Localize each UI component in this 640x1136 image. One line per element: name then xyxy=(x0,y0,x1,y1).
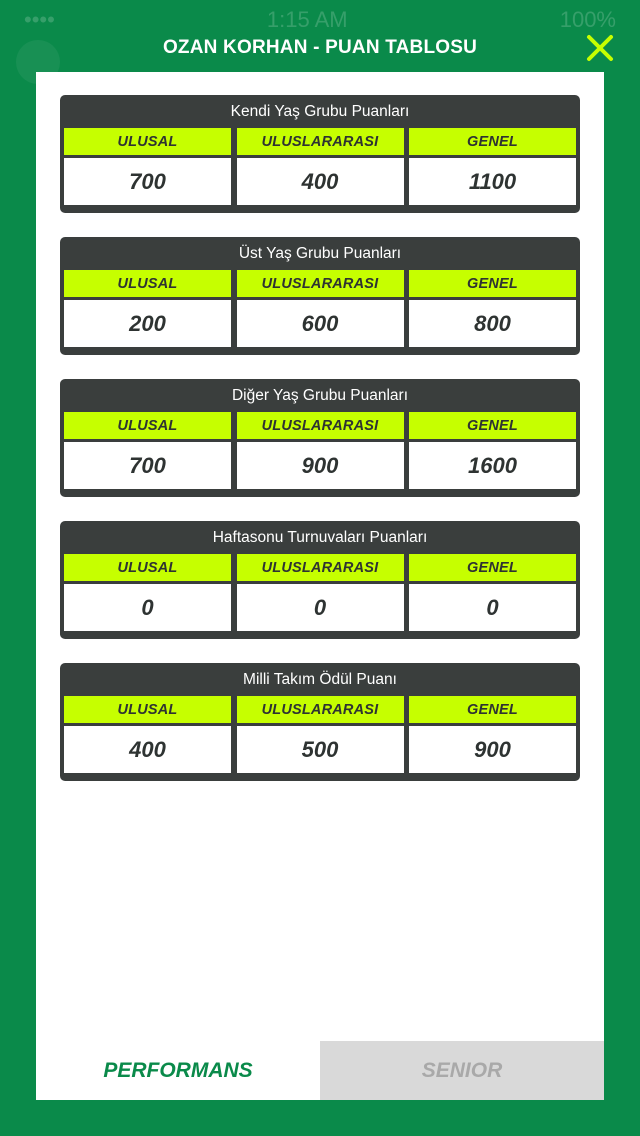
score-value: 0 xyxy=(64,584,231,631)
score-value: 700 xyxy=(64,158,231,205)
card-title: Kendi Yaş Grubu Puanları xyxy=(230,102,410,120)
score-column-international xyxy=(237,270,404,347)
tab-performans[interactable]: PERFORMANS xyxy=(36,1041,320,1100)
score-card-weekend-tournaments xyxy=(60,521,580,639)
score-value: 400 xyxy=(64,726,231,773)
score-value: 1600 xyxy=(409,442,576,489)
score-value: 200 xyxy=(64,300,231,347)
column-header: GENEL xyxy=(409,696,576,723)
score-column-international xyxy=(237,128,404,205)
column-header: ULUSAL xyxy=(64,412,231,439)
score-value: 600 xyxy=(237,300,404,347)
column-header: ULUSLARARASI xyxy=(237,128,404,155)
score-column-national xyxy=(64,270,231,347)
score-card-own-age-group xyxy=(60,95,580,213)
score-value: 900 xyxy=(237,442,404,489)
score-value: 800 xyxy=(409,300,576,347)
battery-level: 100% xyxy=(559,7,616,32)
score-column-international xyxy=(237,554,404,631)
signal-indicator: •••• xyxy=(24,7,55,32)
column-header: ULUSLARARASI xyxy=(237,412,404,439)
score-columns xyxy=(64,696,576,773)
score-column-international xyxy=(237,412,404,489)
score-columns xyxy=(64,128,576,205)
score-column-national xyxy=(64,554,231,631)
close-button[interactable] xyxy=(580,28,620,68)
score-table-panel xyxy=(36,72,604,1100)
score-column-general xyxy=(409,270,576,347)
score-columns xyxy=(64,554,576,631)
score-value: 1100 xyxy=(409,158,576,205)
score-card-other-age-group xyxy=(60,379,580,497)
score-value: 0 xyxy=(237,584,404,631)
card-title: Milli Takım Ödül Puanı xyxy=(243,670,397,688)
score-value: 700 xyxy=(64,442,231,489)
column-header: ULUSLARARASI xyxy=(237,554,404,581)
column-header: GENEL xyxy=(409,412,576,439)
column-header: GENEL xyxy=(409,128,576,155)
page-title: OZAN KORHAN - PUAN TABLOSU xyxy=(162,37,478,58)
score-column-national xyxy=(64,412,231,489)
score-card-upper-age-group xyxy=(60,237,580,355)
tab-bar xyxy=(36,1041,604,1100)
score-column-general xyxy=(409,412,576,489)
score-column-general xyxy=(409,696,576,773)
close-icon xyxy=(580,28,620,68)
card-title: Diğer Yaş Grubu Puanları xyxy=(231,386,409,404)
column-header: ULUSAL xyxy=(64,696,231,723)
column-header: ULUSAL xyxy=(64,128,231,155)
score-value: 0 xyxy=(409,584,576,631)
score-columns xyxy=(64,270,576,347)
score-column-national xyxy=(64,696,231,773)
score-value: 500 xyxy=(237,726,404,773)
card-title: Haftasonu Turnuvaları Puanları xyxy=(212,528,428,546)
status-time: 1:15 AM xyxy=(266,7,348,32)
column-header: GENEL xyxy=(409,270,576,297)
column-header: ULUSLARARASI xyxy=(237,270,404,297)
score-columns xyxy=(64,412,576,489)
column-header: ULUSAL xyxy=(64,554,231,581)
score-column-international xyxy=(237,696,404,773)
score-value: 400 xyxy=(237,158,404,205)
tab-senior[interactable]: SENIOR xyxy=(320,1041,604,1100)
column-header: ULUSLARARASI xyxy=(237,696,404,723)
score-column-national xyxy=(64,128,231,205)
score-column-general xyxy=(409,128,576,205)
score-column-general xyxy=(409,554,576,631)
column-header: GENEL xyxy=(409,554,576,581)
header xyxy=(0,26,640,70)
column-header: ULUSAL xyxy=(64,270,231,297)
card-title: Üst Yaş Grubu Puanları xyxy=(238,244,402,262)
score-card-national-team-award xyxy=(60,663,580,781)
score-value: 900 xyxy=(409,726,576,773)
